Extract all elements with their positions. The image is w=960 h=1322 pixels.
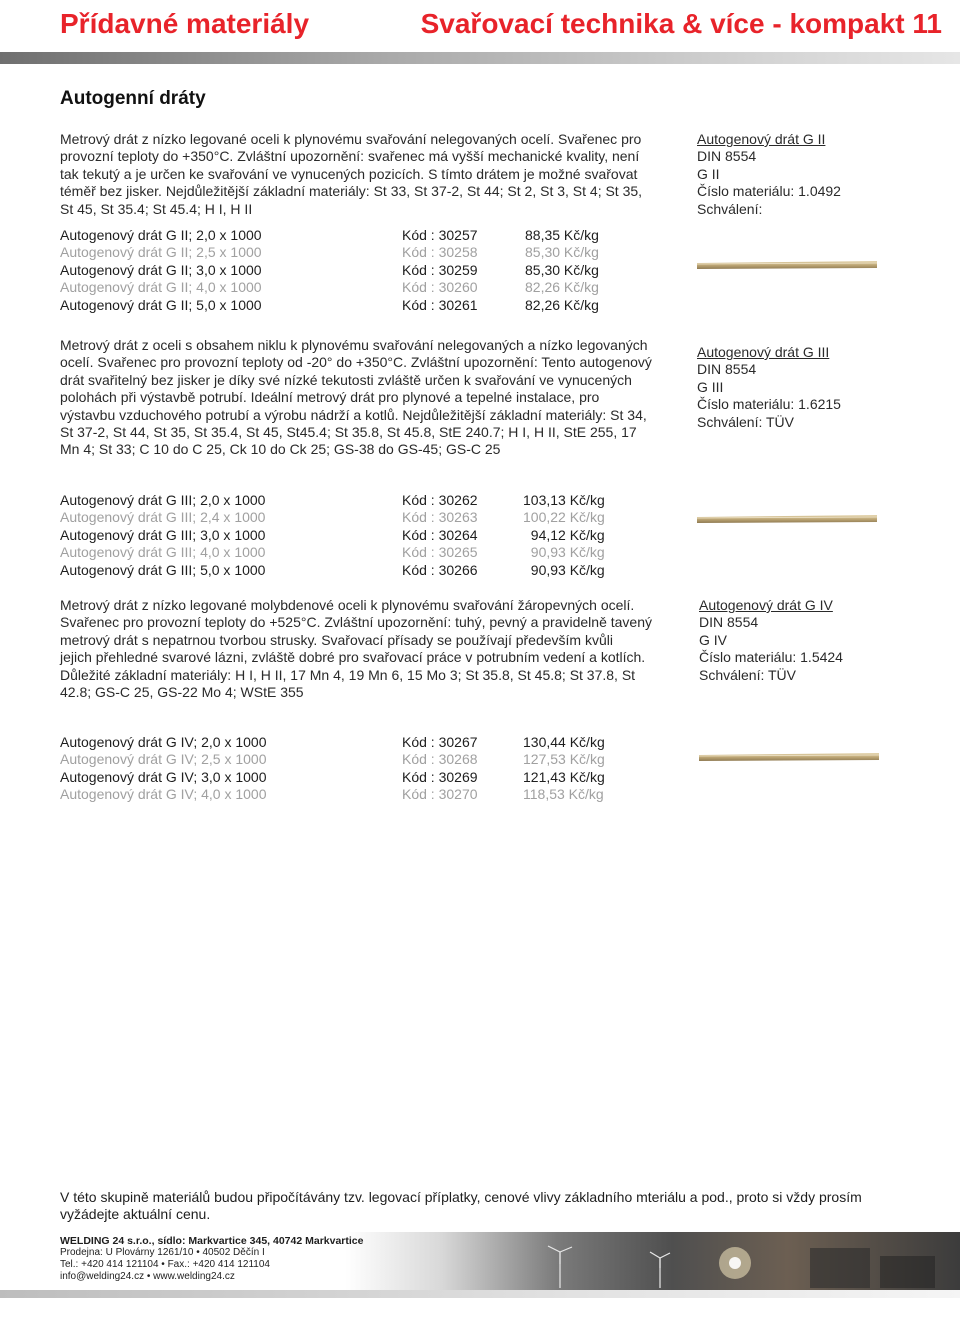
description-line: Metrový drát z nízko legované oceli k plynovému svařování nelegovaných ocelí. Svařenec pro [60,131,642,147]
note-line: vyžádejte aktuální cenu. [60,1206,211,1223]
product-norm: DIN 8554 [697,361,757,378]
description-line: St 37-2, St 44, St 35, St 35.4, St 45, St45.4; St 35.8, St 45.8, StE 240.7; H I, H II, StE 255, 17 [60,424,637,441]
product-grade: G IV [699,631,728,648]
item-name: Autogenový drát G III; 2,4 x 1000 [60,509,266,526]
item-price: 82,26 Kč/kg [525,279,599,296]
item-price: 90,93 Kč/kg [523,561,605,578]
item-name: Autogenový drát G IV; 2,5 x 1000 [60,751,267,768]
category-title: Přídavné materiály [60,8,310,39]
description-line: Mn 4; St 33; C 10 do C 25, Ck 10 do Ck 25; GS-38 do GS-45; GS-C 25 [60,441,501,458]
catalog-title: Svařovací technika & více - kompakt 11 [420,8,942,39]
item-name: Autogenový drát G II; 5,0 x 1000 [60,296,262,313]
product-approval: Schválení: TÜV [699,666,797,683]
header-divider [0,52,960,64]
product-approval: Schválení: [697,200,763,217]
product-norm: DIN 8554 [699,614,759,631]
item-code: Kód : 30269 [402,768,478,785]
web-line: info@welding24.cz • www.welding24.cz [60,1271,235,1282]
description-line: výstavbu vzduchového potrubí a výrobu nádrží a kotlů. Nejdůležitější základní materiály: St 34, [60,406,647,423]
description-g4 [60,597,652,701]
page-header [0,0,960,70]
item-code: Kód : 30266 [402,561,478,578]
description-g3 [60,337,652,459]
note-line: V této skupině materiálů budou připočítávány tzv. legovací příplatky, cenové vlivy základního mteriálu a pod., proto si vždy prosím [60,1189,862,1205]
product-info-g2 [697,131,841,218]
description-line: polohách při výstavbě potrubí. Ideální metrový drát pro plynové a tepelné instalace, pro [60,389,600,406]
item-name: Autogenový drát G II; 3,0 x 1000 [60,261,262,278]
item-code: Kód : 30259 [402,261,478,278]
item-price: 88,35 Kč/kg [525,227,599,243]
item-code: Kód : 30267 [402,734,478,750]
item-code: Kód : 30265 [402,544,478,561]
company-line: WELDING 24 s.r.o., sídlo: Markvartice 345, 40742 Markvartice [60,1235,364,1247]
product-norm: DIN 8554 [697,148,757,165]
product-material-number: Číslo materiálu: 1.5424 [699,649,843,666]
item-name: Autogenový drát G III; 5,0 x 1000 [60,561,266,578]
item-code: Kód : 30262 [402,492,478,508]
description-line: Svařenec pro provozní teploty do +525°C. Zvláštní upozornění: tuhý, pevný a pravidelně tavený [60,614,653,631]
industry-photo-strip [520,1238,950,1288]
product-material-number: Číslo materiálu: 1.6215 [697,396,841,413]
product-name: Autogenový drát G IV [699,597,833,613]
item-price: 130,44 Kč/kg [523,734,605,750]
description-line: metrový drát s nepatrnou tvorbou strusky. Svařovací přísady se používají především kvůli [60,631,613,648]
section-title: Autogenní dráty [60,88,206,109]
welding-rod-image [697,260,877,270]
item-name: Autogenový drát G II; 4,0 x 1000 [60,279,262,296]
description-line: 42.8; GS-C 25, GS-22 Mo 4; WStE 355 [60,684,304,701]
item-code: Kód : 30258 [402,244,478,261]
description-line: St 45, St 35.4; St 45.4; H I, H II [60,200,253,217]
item-code: Kód : 30261 [402,296,478,313]
item-price: 90,93 Kč/kg [523,544,605,561]
item-price: 100,22 Kč/kg [523,509,605,526]
phone-line: Tel.: +420 414 121104 • Fax.: +420 414 121104 [60,1259,270,1270]
item-price: 82,26 Kč/kg [525,296,599,313]
description-line: Důležité základní materiály: H I, H II, 17 Mn 4, 19 Mn 6, 15 Mo 3; St 35.8, St 45.8; St 37.8, St [60,666,636,683]
item-code: Kód : 30263 [402,509,478,526]
description-line: téměř bez jisker. Nejdůležitější základní materiály: St 33, St 37-2, St 44; St 2, St 3, St 4; St 35, [60,183,643,200]
item-name: Autogenový drát G II; 2,0 x 1000 [60,227,262,243]
item-name: Autogenový drát G IV; 4,0 x 1000 [60,786,267,803]
item-price: 94,12 Kč/kg [523,526,605,543]
company-contact [60,1235,363,1283]
description-line: Metrový drát z nízko legované molybdenové oceli k plynovému svařování žáropevných ocelí. [60,597,635,613]
product-grade: G II [697,165,720,182]
shop-address: Prodejna: U Plovárny 1261/10 • 40502 Děčín I [60,1247,265,1258]
description-line: jejich přehledné svarové lázni, zvláště dobré pro svařovací práce v potrubním vedení a kotlích. [60,649,646,666]
item-code: Kód : 30270 [402,786,478,803]
item-name: Autogenový drát G III; 3,0 x 1000 [60,526,266,543]
welding-rod-image [697,514,877,524]
product-name: Autogenový drát G III [697,344,830,360]
product-approval: Schválení: TÜV [697,413,795,430]
item-price: 118,53 Kč/kg [523,786,604,803]
description-line: provozní teploty do +350°C. Zvláštní upozornění: svařenec má vyšší mechanické kvality, není [60,148,640,165]
product-name: Autogenový drát G II [697,131,826,147]
description-line: drát svařitelný bez jisker je díky své nízké tekutosti zvláště určen k svařování ve vynucených [60,371,632,388]
item-name: Autogenový drát G IV; 3,0 x 1000 [60,768,267,785]
item-price: 127,53 Kč/kg [523,751,605,768]
item-name: Autogenový drát G III; 2,0 x 1000 [60,492,266,508]
description-line: Metrový drát z oceli s obsahem niklu k plynovému svařování nelegovaných a nízko legovaných [60,337,648,353]
item-code: Kód : 30257 [402,227,478,243]
item-price: 103,13 Kč/kg [523,492,605,508]
product-info-g4 [699,597,843,684]
item-code: Kód : 30260 [402,279,478,296]
welding-rod-image [699,752,879,762]
description-line: tak tekutý a je určen ke svařování ve vynucených pozicích. S tímto drátem je možné svařovat [60,165,638,182]
product-grade: G III [697,378,724,395]
item-code: Kód : 30268 [402,751,478,768]
item-name: Autogenový drát G III; 4,0 x 1000 [60,544,266,561]
item-price: 85,30 Kč/kg [525,244,599,261]
description-g2 [60,131,642,218]
item-code: Kód : 30264 [402,526,478,543]
product-material-number: Číslo materiálu: 1.0492 [697,183,841,200]
item-name: Autogenový drát G IV; 2,0 x 1000 [60,734,267,750]
product-info-g3 [697,344,841,431]
price-note [60,1189,910,1224]
footer-divider [0,1290,960,1298]
item-name: Autogenový drát G II; 2,5 x 1000 [60,244,262,261]
item-price: 85,30 Kč/kg [525,261,599,278]
description-line: ocelí. Svařenec pro provozní teploty od -20° do +350°C. Zvláštní upozornění: Tento autogenový [60,354,652,371]
item-price: 121,43 Kč/kg [523,768,605,785]
